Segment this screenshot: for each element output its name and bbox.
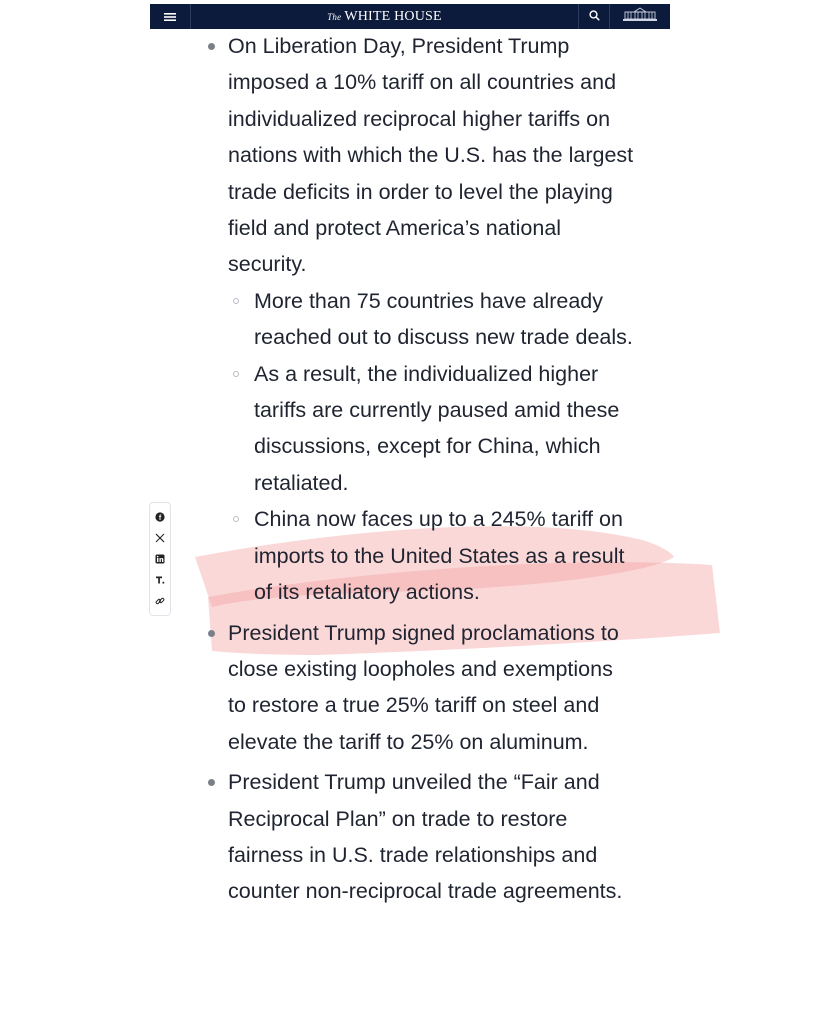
- sub-list-item: More than 75 countries have already reached out to discuss new trade deals.: [228, 283, 635, 356]
- white-house-building-icon: [622, 6, 658, 27]
- link-icon[interactable]: [154, 595, 166, 607]
- search-button[interactable]: [578, 4, 609, 29]
- article-body: [205, 28, 635, 910]
- bullet-list: [205, 28, 635, 910]
- menu-button[interactable]: [150, 4, 191, 29]
- hamburger-menu-icon: [164, 12, 176, 22]
- share-rail: [149, 502, 171, 616]
- search-icon: [589, 8, 600, 26]
- list-item: [205, 28, 635, 611]
- facebook-icon[interactable]: [154, 511, 166, 523]
- white-house-logo[interactable]: [609, 4, 670, 29]
- list-item: President Trump signed proclamations to close existing loopholes and exemptions to restore a true 25% tariff on steel and elevate the tariff to 25% on aluminum.: [205, 615, 635, 761]
- sub-bullet-list: [228, 283, 635, 611]
- truth-social-icon[interactable]: [154, 574, 166, 586]
- sub-list-item: As a result, the individualized higher tariffs are currently paused amid these discussions, except for China, which retaliated.: [228, 356, 635, 502]
- x-icon[interactable]: [154, 532, 166, 544]
- sub-list-item-highlighted: China now faces up to a 245% tariff on imports to the United States as a result of its retaliatory actions.: [228, 501, 635, 610]
- site-logo-link[interactable]: [191, 9, 578, 25]
- svg-text:f: f: [158, 515, 162, 523]
- linkedin-icon[interactable]: [154, 553, 166, 565]
- bullet-text: On Liberation Day, President Trump imposed a 10% tariff on all countries and individualized reciprocal higher tariffs on nations with which the U.S. has the largest trade deficits in order to level the playing field and protect America’s national security.: [228, 34, 634, 277]
- list-item: President Trump unveiled the “Fair and Reciprocal Plan” on trade to restore fairness in U.S. trade relationships and counter non-reciprocal trade agreements.: [205, 764, 635, 910]
- site-header: [150, 4, 670, 29]
- brand-title: WHITE HOUSE: [344, 8, 442, 24]
- brand-prefix: The: [327, 11, 342, 22]
